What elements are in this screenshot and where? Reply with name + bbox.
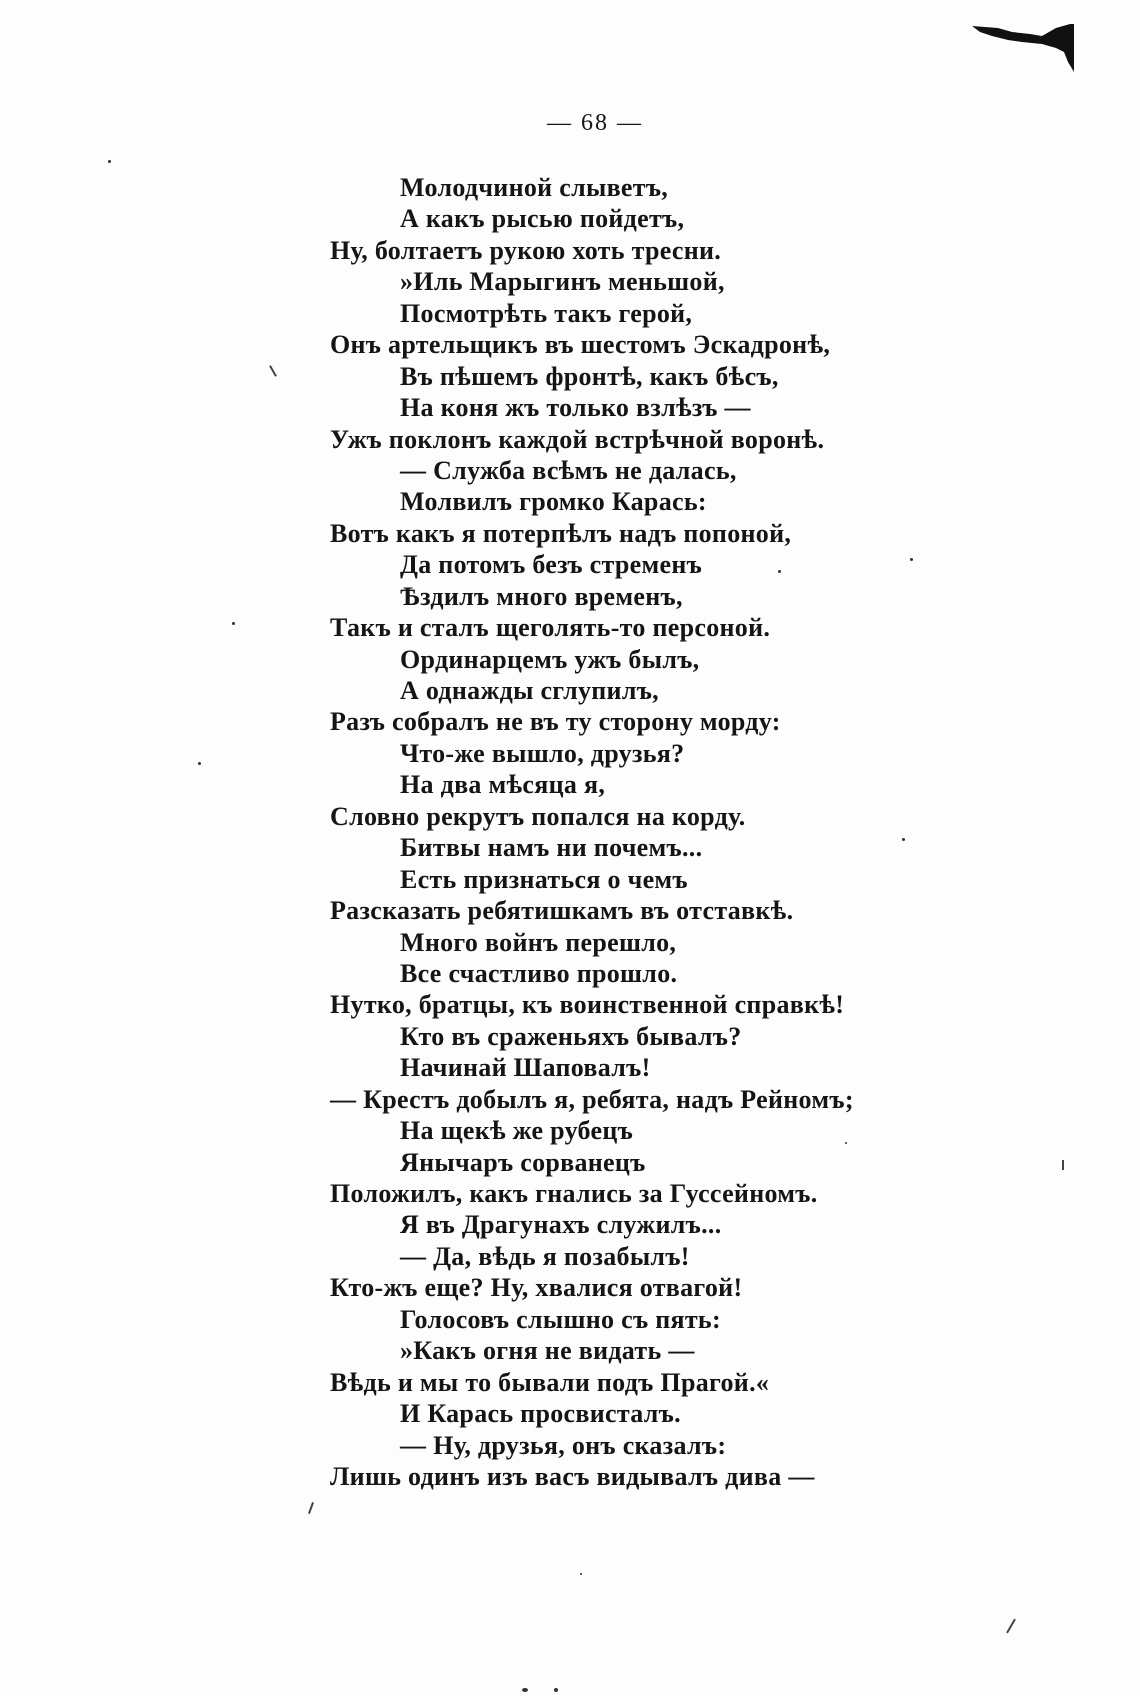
scan-speck [554, 1688, 558, 1692]
poem-line: Кто-жъ еще? Ну, хвалися отвагой! [330, 1273, 743, 1303]
scan-speck [902, 838, 905, 841]
poem-line: Въ пѣшемъ фронтѣ, какъ бѣсъ, [400, 361, 779, 391]
poem-line: На щекѣ же рубецъ [400, 1116, 634, 1146]
scan-speck [845, 1142, 847, 1144]
poem-line: Ординарцемъ ужъ былъ, [400, 644, 700, 674]
poem-line: Положилъ, какъ гнались за Гуссейномъ. [330, 1179, 818, 1208]
poem-line: Ужъ поклонъ каждой встрѣчной воронѣ. [330, 424, 825, 454]
poem-line: Что-же вышло, друзья? [400, 738, 685, 768]
poem-line: Нутко, братцы, къ воинственной справкѣ! [330, 990, 845, 1020]
page-number: — 68 — [547, 110, 643, 136]
scan-speck [522, 1688, 528, 1692]
scan-speck [580, 1573, 582, 1575]
poem-line: Все счастливо прошло. [400, 958, 678, 988]
scan-speck [1006, 1619, 1016, 1634]
poem-line: Голосовъ слышно съ пять: [400, 1304, 721, 1334]
poem-line: А однажды сглупилъ, [400, 676, 659, 705]
poem-line: Вѣдь и мы то бывали подъ Прагой.« [330, 1367, 770, 1397]
poem-line: А какъ рысью пойдетъ, [400, 204, 685, 234]
scan-speck [910, 558, 913, 561]
poem-line: Кто въ сраженьяхъ бывалъ? [400, 1021, 742, 1051]
poem-line: »Какъ огня не видать — [400, 1336, 695, 1366]
poem-line: Да потомъ безъ стременъ [400, 550, 703, 580]
poem-line: Янычаръ сорванецъ [400, 1147, 646, 1177]
poem-line: Онъ артельщикъ въ шестомъ Эскадронѣ, [330, 330, 831, 360]
poem-line: Посмотрѣть такъ герой, [400, 298, 693, 328]
poem-line: Я въ Драгунахъ служилъ... [400, 1210, 722, 1240]
poem-line: Ѣздилъ много временъ, [400, 581, 683, 611]
scan-speck [198, 762, 201, 765]
scan-speck [108, 160, 111, 163]
poem-line: Разъ собралъ не въ ту сторону морду: [330, 707, 781, 737]
poem-line: Битвы намъ ни почемъ... [400, 833, 703, 863]
poem-line: Разсказать ребятишкамъ въ отставкѣ. [330, 896, 794, 926]
scan-speck [778, 570, 781, 573]
poem-line: Ну, болтаетъ рукою хоть тресни. [330, 235, 722, 265]
poem-line: На коня жъ только взлѣзъ — [400, 393, 751, 423]
poem-line: Много войнъ перешло, [400, 927, 677, 957]
scan-speck [232, 622, 235, 625]
poem-line: Молодчиной слыветъ, [400, 173, 669, 202]
poem-text [330, 172, 970, 1492]
poem-line: — Служба всѣмъ не далась, [400, 455, 737, 485]
poem-line: — Да, вѣдь я позабылъ! [400, 1241, 690, 1271]
poem-line: Начинай Шаповалъ! [400, 1053, 651, 1083]
scan-speck [308, 1502, 314, 1514]
poem-line: »Иль Марыгинъ меньшой, [400, 267, 725, 297]
scan-corner-artifact [972, 22, 1074, 74]
poem-line: — Крестъ добылъ я, ребята, надъ Рейномъ; [330, 1084, 854, 1114]
poem-line: Молвилъ громко Карась: [400, 487, 707, 517]
scan-speck [1062, 1160, 1064, 1170]
poem-line: — Ну, друзья, онъ сказалъ: [400, 1430, 727, 1460]
poem-line: Есть признаться о чемъ [400, 864, 688, 894]
poem-line: Словно рекрутъ попался на корду. [330, 801, 746, 831]
poem-line: Такъ и сталъ щеголять-то персоной. [330, 613, 771, 643]
poem-line: И Карась просвисталъ. [400, 1399, 681, 1429]
poem-line: Лишь одинъ изъ васъ видывалъ дива — [330, 1461, 815, 1491]
poem-line: На два мѣсяца я, [400, 770, 606, 800]
poem-line: Вотъ какъ я потерпѣлъ надъ попоной, [330, 518, 792, 548]
scan-speck [269, 365, 277, 376]
